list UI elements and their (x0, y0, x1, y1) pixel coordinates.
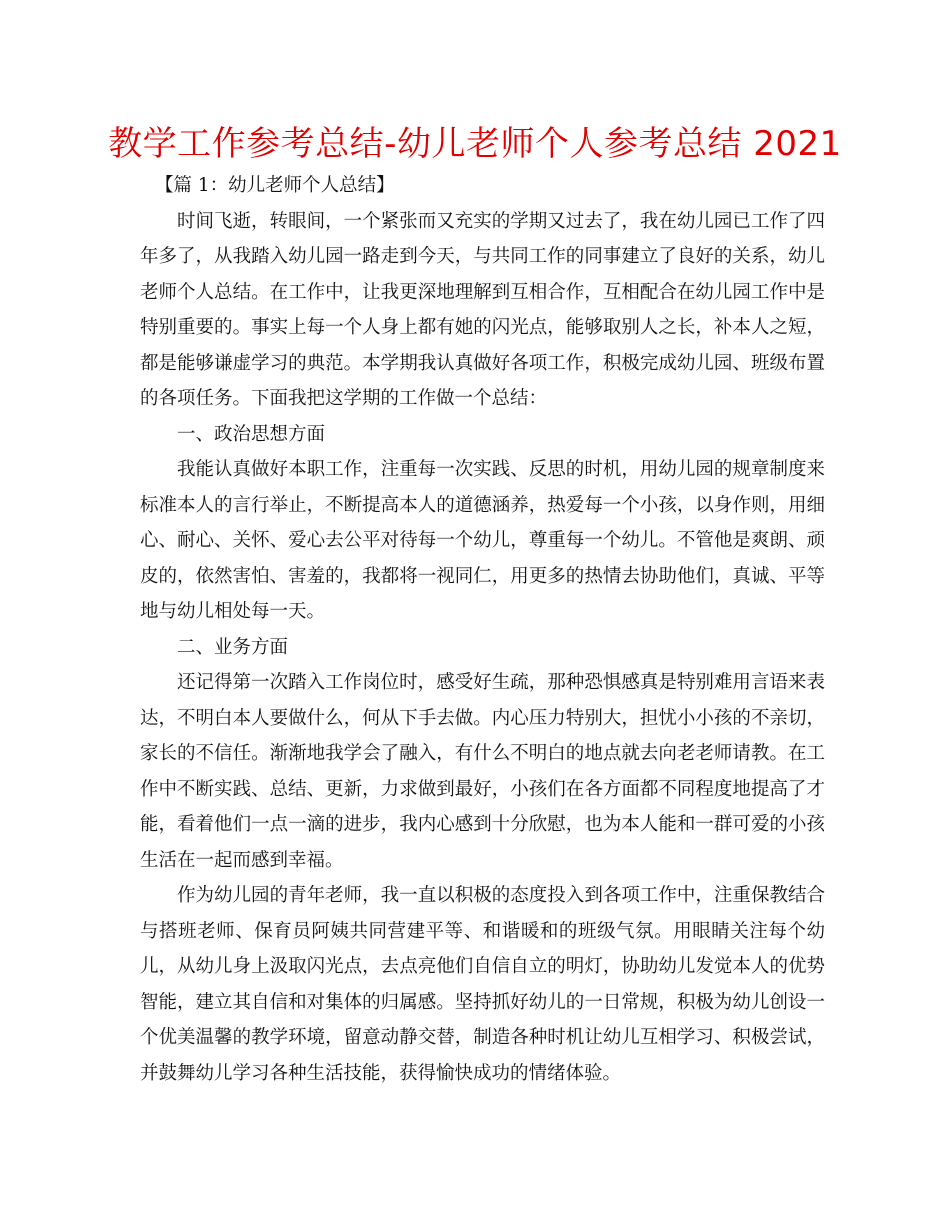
paragraph-business-2: 作为幼儿园的青年老师，我一直以积极的态度投入到各项工作中，注重保教结合与搭班老师、保育员阿姨共同营建平等、和谐暖和的班级气氛。用眼睛关注每个幼儿，从幼儿身上汲取闪光点，去点亮他们自信自立的明灯，协助幼儿发觉本人的优势智能，建立其自信和对集体的归属感。坚持抓好幼儿的一日常规，积极为幼儿创设一个优美温馨的教学环境，留意动静交替，制造各种时机让幼儿互相学习、积极尝试，并鼓舞幼儿学习各种生活技能，获得愉快成功的情绪体验。 (140, 885, 825, 1084)
section-heading-business: 二、业务方面 (177, 636, 289, 658)
section-label: 【篇 1：幼儿老师个人总结】 (155, 175, 395, 196)
paragraph-intro: 时间飞逝，转眼间，一个紧张而又充实的学期又过去了，我在幼儿园已工作了四年多了，从我踏入幼儿园一路走到今天，与共同工作的同事建立了良好的关系，幼儿老师个人总结。在工作中，让我更深地理解到互相合作，互相配合在幼儿园工作中是特别重要的。事实上每一个人身上都有她的闪光点，能够取别人之长，补本人之短，都是能够谦虚学习的典范。本学期我认真做好各项工作，积极完成幼儿园、班级布置的各项任务。下面我把这学期的工作做一个总结： (140, 210, 825, 409)
paragraph-business-1: 还记得第一次踏入工作岗位时，感受好生疏，那种恐惧感真是特别难用言语来表达，不明白本人要做什么，何从下手去做。内心压力特别大，担忧小小孩的不亲切，家长的不信任。渐渐地我学会了融入，有什么不明白的地点就去向老老师请教。在工作中不断实践、总结、更新，力求做到最好，小孩们在各方面都不同程度地提高了才能，看着他们一点一滴的进步，我内心感到十分欣慰，也为本人能和一群可爱的小孩生活在一起而感到幸福。 (140, 672, 825, 871)
paragraph-politics: 我能认真做好本职工作，注重每一次实践、反思的时机，用幼儿园的规章制度来标准本人的言行举止，不断提高本人的道德涵养，热爱每一个小孩，以身作则，用细心、耐心、关怀、爱心去公平对待每一个幼儿，尊重每一个幼儿。不管他是爽朗、顽皮的，依然害怕、害羞的，我都将一视同仁，用更多的热情去协助他们，真诚、平等地与幼儿相处每一天。 (140, 459, 825, 622)
section-heading-politics: 一、政治思想方面 (177, 423, 326, 445)
document-body (140, 168, 825, 1091)
document-title: 教学工作参考总结-幼儿老师个人参考总结 2021 (108, 124, 842, 164)
